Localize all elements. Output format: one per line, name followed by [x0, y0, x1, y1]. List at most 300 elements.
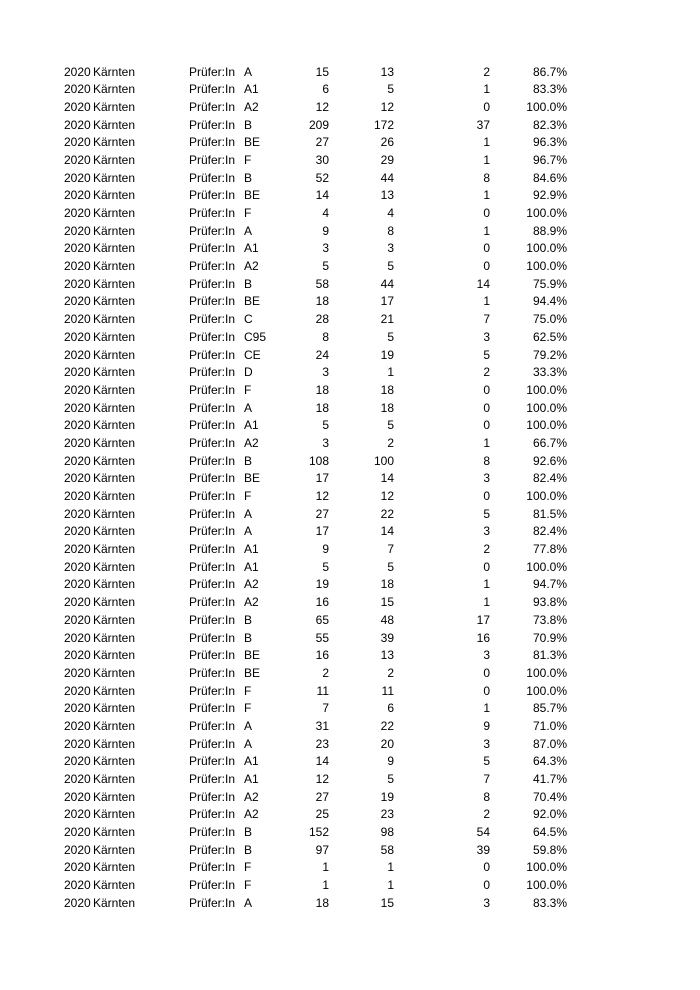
table-row — [0, 134, 700, 152]
pass-rate-cell: 82.4% — [532, 524, 567, 539]
region-cell: Kärnten — [93, 665, 136, 680]
passed-count-cell: 19 — [380, 347, 394, 362]
year-cell: 2020 — [64, 418, 91, 433]
table-row — [0, 417, 700, 435]
pass-rate-cell: 100.0% — [526, 99, 567, 114]
passed-count-cell: 15 — [380, 895, 394, 910]
year-cell: 2020 — [64, 683, 91, 698]
year-cell: 2020 — [64, 347, 91, 362]
year-cell: 2020 — [64, 135, 91, 150]
license-class-cell: A — [244, 223, 253, 238]
region-cell: Kärnten — [93, 276, 136, 291]
failed-count-cell: 3 — [483, 471, 490, 486]
passed-count-cell: 172 — [373, 117, 394, 132]
license-class-cell: BE — [244, 188, 261, 203]
year-cell: 2020 — [64, 718, 91, 733]
total-count-cell: 18 — [315, 400, 329, 415]
license-class-cell: BE — [244, 135, 261, 150]
year-cell: 2020 — [64, 329, 91, 344]
license-class-cell: B — [244, 612, 253, 627]
failed-count-cell: 0 — [483, 99, 490, 114]
failed-count-cell: 5 — [483, 347, 490, 362]
passed-count-cell: 98 — [380, 825, 394, 840]
passed-count-cell: 5 — [387, 82, 394, 97]
total-count-cell: 1 — [322, 878, 329, 893]
region-cell: Kärnten — [93, 64, 136, 79]
total-count-cell: 17 — [315, 524, 329, 539]
pass-rate-cell: 94.4% — [532, 294, 567, 309]
year-cell: 2020 — [64, 152, 91, 167]
passed-count-cell: 48 — [380, 612, 394, 627]
table-row — [0, 205, 700, 223]
year-cell: 2020 — [64, 400, 91, 415]
failed-count-cell: 0 — [483, 259, 490, 274]
role-cell: Prüfer:In — [189, 825, 236, 840]
passed-count-cell: 11 — [381, 683, 394, 698]
region-cell: Kärnten — [93, 878, 136, 893]
failed-count-cell: 2 — [483, 365, 490, 380]
year-cell: 2020 — [64, 365, 91, 380]
region-cell: Kärnten — [93, 577, 136, 592]
total-count-cell: 9 — [322, 223, 329, 238]
passed-count-cell: 39 — [380, 630, 394, 645]
table-row — [0, 435, 700, 453]
total-count-cell: 97 — [315, 842, 329, 857]
table-row — [0, 293, 700, 311]
table-row — [0, 736, 700, 754]
table-row — [0, 382, 700, 400]
region-cell: Kärnten — [93, 453, 136, 468]
year-cell: 2020 — [64, 117, 91, 132]
license-class-cell: B — [244, 825, 253, 840]
table-row — [0, 559, 700, 577]
total-count-cell: 25 — [315, 807, 329, 822]
table-row — [0, 895, 700, 913]
role-cell: Prüfer:In — [189, 489, 236, 503]
role-cell: Prüfer:In — [189, 665, 236, 680]
license-class-cell: A2 — [244, 99, 259, 114]
total-count-cell: 2 — [322, 665, 329, 680]
passed-count-cell: 22 — [380, 718, 394, 733]
table-row — [0, 647, 700, 665]
license-class-cell: F — [244, 489, 252, 503]
year-cell: 2020 — [64, 612, 91, 627]
pass-rate-cell: 100.0% — [526, 382, 567, 397]
failed-count-cell: 3 — [483, 648, 490, 663]
table-row — [0, 665, 700, 683]
table-row — [0, 753, 700, 771]
year-cell: 2020 — [64, 259, 91, 274]
region-cell: Kärnten — [93, 329, 136, 344]
table-row — [0, 400, 700, 418]
table-row — [0, 170, 700, 188]
year-cell: 2020 — [64, 294, 91, 309]
failed-count-cell: 3 — [483, 736, 490, 751]
table-row — [0, 347, 700, 365]
region-cell: Kärnten — [93, 542, 136, 557]
role-cell: Prüfer:In — [189, 542, 236, 557]
table-row — [0, 806, 700, 824]
failed-count-cell: 16 — [476, 630, 490, 645]
region-cell: Kärnten — [93, 860, 136, 875]
license-class-cell: A1 — [244, 418, 259, 433]
total-count-cell: 18 — [315, 294, 329, 309]
role-cell: Prüfer:In — [189, 312, 236, 327]
failed-count-cell: 1 — [483, 701, 490, 716]
role-cell: Prüfer:In — [189, 506, 236, 521]
passed-count-cell: 18 — [380, 577, 394, 592]
region-cell: Kärnten — [93, 789, 136, 804]
passed-count-cell: 20 — [380, 736, 394, 751]
total-count-cell: 209 — [308, 117, 329, 132]
license-class-cell: A1 — [244, 754, 259, 769]
license-class-cell: A2 — [244, 577, 259, 592]
role-cell: Prüfer:In — [189, 135, 236, 150]
total-count-cell: 3 — [322, 435, 329, 450]
total-count-cell: 5 — [322, 559, 329, 574]
year-cell: 2020 — [64, 595, 91, 610]
total-count-cell: 31 — [315, 718, 329, 733]
pass-rate-cell: 100.0% — [526, 259, 567, 274]
table-row — [0, 453, 700, 471]
pass-rate-cell: 83.3% — [532, 895, 567, 910]
role-cell: Prüfer:In — [189, 612, 236, 627]
license-class-cell: A — [244, 64, 253, 79]
year-cell: 2020 — [64, 630, 91, 645]
license-class-cell: B — [244, 842, 253, 857]
license-class-cell: BE — [244, 294, 261, 309]
failed-count-cell: 54 — [476, 825, 490, 840]
license-class-cell: A1 — [244, 542, 259, 557]
pass-rate-cell: 71.0% — [532, 718, 567, 733]
role-cell: Prüfer:In — [189, 99, 236, 114]
year-cell: 2020 — [64, 878, 91, 893]
year-cell: 2020 — [64, 754, 91, 769]
role-cell: Prüfer:In — [189, 772, 236, 786]
pass-rate-cell: 82.3% — [532, 117, 567, 132]
license-class-cell: A2 — [244, 259, 259, 274]
passed-count-cell: 7 — [387, 542, 394, 557]
table-row — [0, 718, 700, 736]
failed-count-cell: 8 — [483, 789, 490, 804]
failed-count-cell: 3 — [483, 524, 490, 539]
license-class-cell: A — [244, 524, 253, 539]
failed-count-cell: 5 — [483, 754, 490, 769]
total-count-cell: 16 — [315, 648, 329, 663]
passed-count-cell: 13 — [380, 648, 394, 663]
passed-count-cell: 18 — [380, 400, 394, 415]
year-cell: 2020 — [64, 559, 91, 574]
table-row — [0, 612, 700, 630]
passed-count-cell: 4 — [387, 206, 394, 220]
total-count-cell: 1 — [322, 860, 329, 875]
failed-count-cell: 1 — [483, 82, 490, 97]
pass-rate-cell: 92.6% — [532, 453, 567, 468]
total-count-cell: 9 — [322, 542, 329, 557]
year-cell: 2020 — [64, 489, 91, 503]
year-cell: 2020 — [64, 188, 91, 203]
pass-rate-cell: 100.0% — [526, 400, 567, 415]
year-cell: 2020 — [64, 648, 91, 663]
role-cell: Prüfer:In — [189, 347, 236, 362]
failed-count-cell: 37 — [476, 117, 490, 132]
role-cell: Prüfer:In — [189, 736, 236, 751]
license-class-cell: A2 — [244, 789, 259, 804]
failed-count-cell: 2 — [483, 64, 490, 79]
failed-count-cell: 3 — [483, 895, 490, 910]
pass-rate-cell: 100.0% — [526, 860, 567, 875]
failed-count-cell: 0 — [483, 418, 490, 433]
year-cell: 2020 — [64, 82, 91, 97]
passed-count-cell: 1 — [387, 878, 394, 893]
license-class-cell: BE — [244, 648, 261, 663]
total-count-cell: 30 — [315, 152, 329, 167]
table-row — [0, 700, 700, 718]
year-cell: 2020 — [64, 435, 91, 450]
pass-rate-cell: 96.3% — [532, 135, 567, 150]
table-row — [0, 506, 700, 524]
failed-count-cell: 9 — [483, 718, 490, 733]
year-cell: 2020 — [64, 312, 91, 327]
total-count-cell: 55 — [315, 630, 329, 645]
role-cell: Prüfer:In — [189, 878, 236, 893]
license-class-cell: B — [244, 117, 253, 132]
year-cell: 2020 — [64, 577, 91, 592]
region-cell: Kärnten — [93, 135, 136, 150]
table-row — [0, 223, 700, 241]
region-cell: Kärnten — [93, 223, 136, 238]
total-count-cell: 6 — [322, 82, 329, 97]
table-row — [0, 276, 700, 294]
year-cell: 2020 — [64, 807, 91, 822]
pass-rate-cell: 100.0% — [526, 241, 567, 256]
pass-rate-cell: 79.2% — [532, 347, 567, 362]
passed-count-cell: 13 — [380, 188, 394, 203]
license-class-cell: A1 — [244, 559, 259, 574]
region-cell: Kärnten — [93, 400, 136, 415]
pass-rate-cell: 59.8% — [532, 842, 567, 857]
role-cell: Prüfer:In — [189, 524, 236, 539]
license-class-cell: B — [244, 630, 253, 645]
pass-rate-cell: 100.0% — [526, 878, 567, 893]
failed-count-cell: 1 — [483, 294, 490, 309]
region-cell: Kärnten — [93, 559, 136, 574]
failed-count-cell: 0 — [483, 400, 490, 415]
role-cell: Prüfer:In — [189, 559, 236, 574]
region-cell: Kärnten — [93, 736, 136, 751]
pass-rate-cell: 82.4% — [532, 471, 567, 486]
license-class-cell: A — [244, 718, 253, 733]
region-cell: Kärnten — [93, 170, 136, 185]
pass-rate-cell: 83.3% — [532, 82, 567, 97]
table-row — [0, 258, 700, 276]
role-cell: Prüfer:In — [189, 453, 236, 468]
license-class-cell: BE — [244, 471, 261, 486]
role-cell: Prüfer:In — [189, 206, 236, 220]
role-cell: Prüfer:In — [189, 82, 236, 97]
license-class-cell: B — [244, 170, 253, 185]
region-cell: Kärnten — [93, 241, 136, 256]
data-table — [0, 64, 700, 913]
role-cell: Prüfer:In — [189, 223, 236, 238]
failed-count-cell: 1 — [483, 577, 490, 592]
table-row — [0, 117, 700, 135]
table-row — [0, 311, 700, 329]
passed-count-cell: 23 — [380, 807, 394, 822]
year-cell: 2020 — [64, 223, 91, 238]
pass-rate-cell: 86.7% — [532, 64, 567, 79]
pass-rate-cell: 64.5% — [532, 825, 567, 840]
passed-count-cell: 26 — [380, 135, 394, 150]
failed-count-cell: 0 — [483, 860, 490, 875]
failed-count-cell: 1 — [483, 595, 490, 610]
license-class-cell: A — [244, 736, 253, 751]
region-cell: Kärnten — [93, 489, 136, 503]
passed-count-cell: 1 — [387, 860, 394, 875]
license-class-cell: F — [244, 683, 252, 698]
passed-count-cell: 5 — [387, 329, 394, 344]
total-count-cell: 12 — [315, 772, 329, 786]
pass-rate-cell: 81.3% — [532, 648, 567, 663]
total-count-cell: 18 — [315, 382, 329, 397]
license-class-cell: F — [244, 701, 252, 716]
failed-count-cell: 1 — [483, 135, 490, 150]
region-cell: Kärnten — [93, 754, 136, 769]
region-cell: Kärnten — [93, 418, 136, 433]
pass-rate-cell: 92.9% — [532, 188, 567, 203]
pass-rate-cell: 92.0% — [532, 807, 567, 822]
pass-rate-cell: 66.7% — [532, 435, 567, 450]
role-cell: Prüfer:In — [189, 895, 236, 910]
passed-count-cell: 12 — [380, 99, 394, 114]
year-cell: 2020 — [64, 471, 91, 486]
license-class-cell: C — [244, 312, 253, 327]
failed-count-cell: 8 — [483, 170, 490, 185]
year-cell: 2020 — [64, 241, 91, 256]
year-cell: 2020 — [64, 382, 91, 397]
pass-rate-cell: 100.0% — [526, 489, 567, 503]
passed-count-cell: 1 — [387, 365, 394, 380]
role-cell: Prüfer:In — [189, 170, 236, 185]
license-class-cell: A2 — [244, 595, 259, 610]
passed-count-cell: 44 — [380, 276, 394, 291]
table-row — [0, 99, 700, 117]
passed-count-cell: 17 — [380, 294, 394, 309]
total-count-cell: 14 — [315, 188, 329, 203]
passed-count-cell: 3 — [387, 241, 394, 256]
total-count-cell: 108 — [308, 453, 329, 468]
year-cell: 2020 — [64, 736, 91, 751]
license-class-cell: B — [244, 453, 253, 468]
year-cell: 2020 — [64, 860, 91, 875]
total-count-cell: 19 — [315, 577, 329, 592]
year-cell: 2020 — [64, 842, 91, 857]
pass-rate-cell: 62.5% — [532, 329, 567, 344]
year-cell: 2020 — [64, 170, 91, 185]
table-row — [0, 877, 700, 895]
passed-count-cell: 15 — [380, 595, 394, 610]
failed-count-cell: 0 — [483, 559, 490, 574]
failed-count-cell: 0 — [483, 206, 490, 220]
pass-rate-cell: 100.0% — [526, 559, 567, 574]
license-class-cell: A2 — [244, 807, 259, 822]
region-cell: Kärnten — [93, 365, 136, 380]
role-cell: Prüfer:In — [189, 418, 236, 433]
failed-count-cell: 1 — [483, 435, 490, 450]
year-cell: 2020 — [64, 99, 91, 114]
pass-rate-cell: 85.7% — [532, 701, 567, 716]
total-count-cell: 27 — [315, 135, 329, 150]
role-cell: Prüfer:In — [189, 435, 236, 450]
failed-count-cell: 1 — [483, 152, 490, 167]
role-cell: Prüfer:In — [189, 718, 236, 733]
region-cell: Kärnten — [93, 117, 136, 132]
passed-count-cell: 9 — [387, 754, 394, 769]
passed-count-cell: 2 — [387, 665, 394, 680]
passed-count-cell: 5 — [387, 772, 394, 786]
year-cell: 2020 — [64, 789, 91, 804]
failed-count-cell: 1 — [483, 223, 490, 238]
region-cell: Kärnten — [93, 435, 136, 450]
region-cell: Kärnten — [93, 206, 136, 220]
pass-rate-cell: 84.6% — [532, 170, 567, 185]
total-count-cell: 17 — [315, 471, 329, 486]
region-cell: Kärnten — [93, 188, 136, 203]
role-cell: Prüfer:In — [189, 701, 236, 716]
pass-rate-cell: 88.9% — [532, 223, 567, 238]
license-class-cell: B — [244, 276, 253, 291]
license-class-cell: C95 — [244, 329, 267, 344]
region-cell: Kärnten — [93, 718, 136, 733]
pass-rate-cell: 70.4% — [532, 789, 567, 804]
license-class-cell: A2 — [244, 435, 259, 450]
passed-count-cell: 100 — [373, 453, 394, 468]
region-cell: Kärnten — [93, 506, 136, 521]
region-cell: Kärnten — [93, 152, 136, 167]
pass-rate-cell: 96.7% — [532, 152, 567, 167]
table-row — [0, 842, 700, 860]
year-cell: 2020 — [64, 895, 91, 910]
passed-count-cell: 14 — [380, 471, 394, 486]
failed-count-cell: 8 — [483, 453, 490, 468]
total-count-cell: 18 — [315, 895, 329, 910]
pass-rate-cell: 100.0% — [526, 418, 567, 433]
role-cell: Prüfer:In — [189, 276, 236, 291]
license-class-cell: F — [244, 152, 252, 167]
total-count-cell: 152 — [308, 825, 329, 840]
pass-rate-cell: 100.0% — [526, 206, 567, 220]
table-row — [0, 329, 700, 347]
passed-count-cell: 22 — [380, 506, 394, 521]
role-cell: Prüfer:In — [189, 630, 236, 645]
failed-count-cell: 0 — [483, 489, 490, 503]
license-class-cell: A — [244, 400, 253, 415]
role-cell: Prüfer:In — [189, 188, 236, 203]
region-cell: Kärnten — [93, 683, 136, 698]
license-class-cell: A1 — [244, 82, 259, 97]
failed-count-cell: 7 — [483, 312, 490, 327]
role-cell: Prüfer:In — [189, 683, 236, 698]
passed-count-cell: 12 — [380, 489, 394, 503]
license-class-cell: F — [244, 878, 252, 893]
role-cell: Prüfer:In — [189, 400, 236, 415]
total-count-cell: 24 — [315, 347, 329, 362]
region-cell: Kärnten — [93, 82, 136, 97]
license-class-cell: A — [244, 895, 253, 910]
passed-count-cell: 2 — [387, 435, 394, 450]
failed-count-cell: 0 — [483, 878, 490, 893]
role-cell: Prüfer:In — [189, 789, 236, 804]
